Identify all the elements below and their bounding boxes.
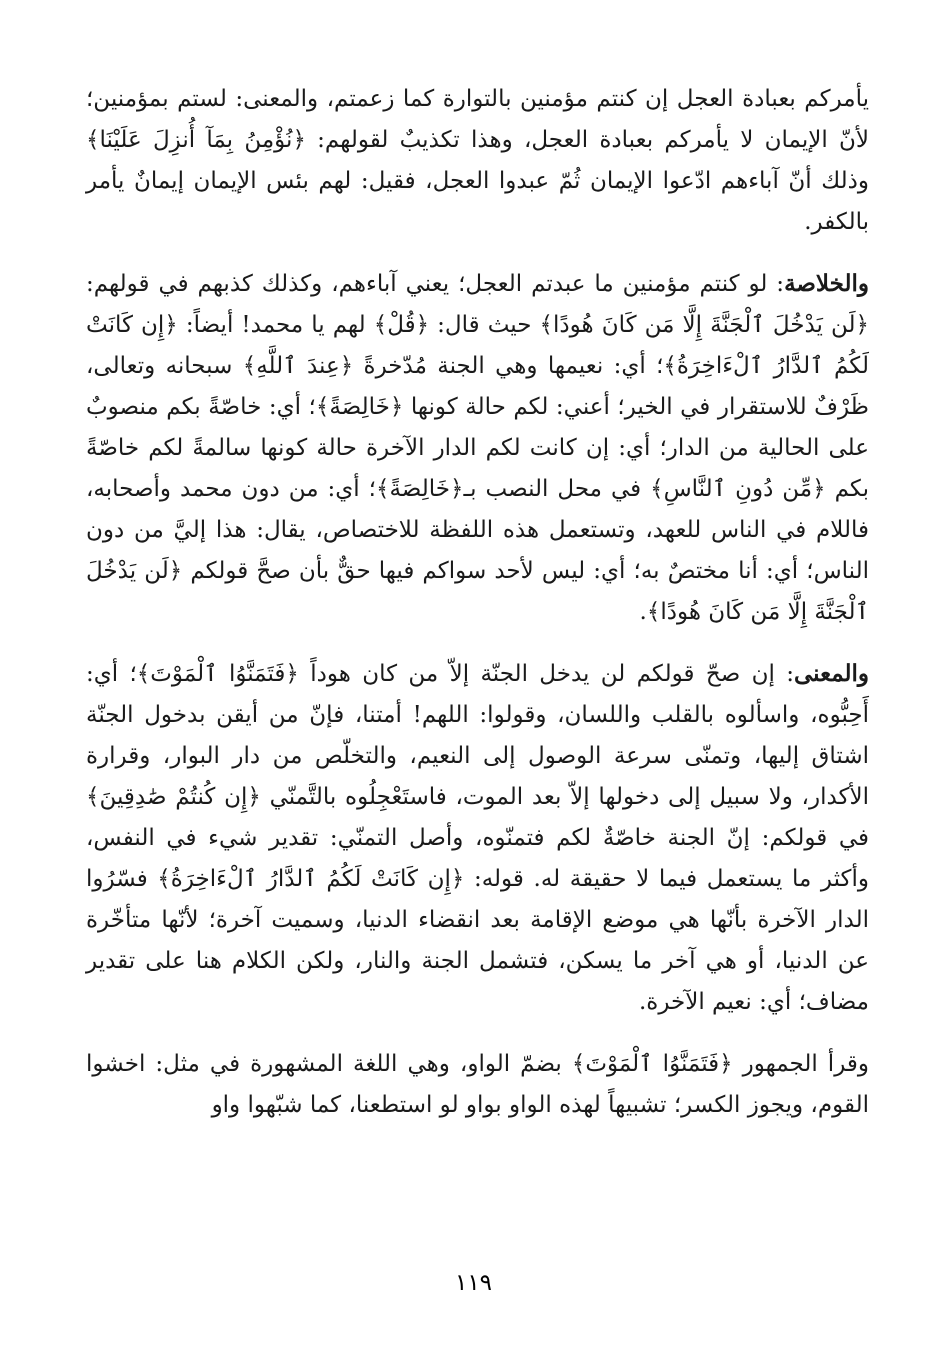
paragraph-2-text: : لو كنتم مؤمنين ما عبدتم العجل؛ يعني آباءهم، وكذلك كذبهم في قولهم: ﴿لَن يَدْخُلَ ٱلْجَنَّةَ إِلَّا مَن كَانَ هُودًا﴾ حيث قال: ﴿قُلْ﴾ لهم يا محمد! أيضاً: ﴿إِن كَانَتْ لَكُمُ ٱلدَّارُ ٱلْءَاخِرَةُ﴾؛ أي: نعيمها وهي الجنة مُدّخرةً ﴿عِندَ ٱللَّهِ﴾ سبحانه وتعالى، ظَرْفٌ للاستقرار في الخير؛ أعني: لكم حالة كونها ﴿خَالِصَةً﴾؛ أي: خاصّةً بكم منصوبٌ على الحالية من الدار؛ أي: إن كانت لكم الدار الآخرة حالة كونها سالمةً لكم خاصّةً بكم ﴿مِّن دُونِ ٱلنَّاسِ﴾ في محل النصب بـ﴿خَالِصَةً﴾؛ أي: من دون محمد وأصحابه، فاللام في الناس للعهد، وتستعمل هذه اللفظة للاختصاص، يقال: هذا إليَّ من دون الناس؛ أي: أنا مختصٌ به؛ أي: ليس لأحد سواكم فيها حقٌّ بأن صحَّ قولكم ﴿لَن يَدْخُلَ ٱلْجَنَّةَ إِلَّا مَن كَانَ هُودًا﴾. <box>86 271 869 625</box>
paragraph-2-lead: والخلاصة <box>784 270 869 297</box>
paragraph-3-lead: والمعنى <box>793 660 869 687</box>
page-number: ١١٩ <box>454 1270 493 1296</box>
paragraph-4 <box>86 1043 869 1126</box>
paragraph-3 <box>86 653 869 1023</box>
paragraph-3-text: : إن صحّ قولكم لن يدخل الجنّة إلاّ من كان هوداً ﴿فَتَمَنَّوُا ٱلْمَوْتَ﴾؛ أي: أَحِبُّوه، واسألوه بالقلب واللسان، وقولوا: اللهم! أمتنا، فإنّ من أيقن بدخول الجنّة اشتاق إليها، وتمنّى سرعة الوصول إلى النعيم، والتخلّص من دار البوار، وقرارة الأكدار، ولا سبيل إلى دخولها إلاّ بعد الموت، فاستَعْجِلُوه بالتَّمنّي ﴿إِن كُنتُمْ صَٰدِقِينَ﴾ في قولكم: إنّ الجنة خاصّةٌ لكم فتمنّوه، وأصل التمنّي: تقدير شيء في النفس، وأكثر ما يستعمل فيما لا حقيقة له. قوله: ﴿إِن كَانَتْ لَكُمُ ٱلدَّارُ ٱلْءَاخِرَةُ﴾ فسّرُوا الدار الآخرة بأنّها هي موضع الإقامة بعد انقضاء الدنيا، وسميت آخرة؛ لأنّها متأخّرة عن الدنيا، أو هي آخر ما يسكن، فتشمل الجنة والنار، ولكن الكلام هنا على تقدير مضاف؛ أي: نعيم الآخرة. <box>86 661 869 1015</box>
paragraph-2 <box>86 263 869 633</box>
paragraph-1-text: يأمركم بعبادة العجل إن كنتم مؤمنين بالتوارة كما زعمتم، والمعنى: لستم بمؤمنين؛ لأنّ الإيمان لا يأمركم بعبادة العجل، وهذا تكذيبٌ لقولهم: ﴿نُؤْمِنُ بِمَآ أُنزِلَ عَلَيْنَا﴾ وذلك أنّ آباءهم ادّعوا الإيمان ثُمّ عبدوا العجل، فقيل: لهم بئس الإيمان إيمانٌ يأمر بالكفر. <box>86 86 869 235</box>
paragraph-1 <box>86 78 869 243</box>
paragraph-4-text: وقرأ الجمهور ﴿فَتَمَنَّوُا ٱلْمَوْتَ﴾ بضمّ الواو، وهي اللغة المشهورة في مثل: اخشوا القوم، ويجوز الكسر؛ تشبيهاً لهذه الواو بواو لو استطعنا، كما شبّهوا واو <box>86 1051 869 1118</box>
